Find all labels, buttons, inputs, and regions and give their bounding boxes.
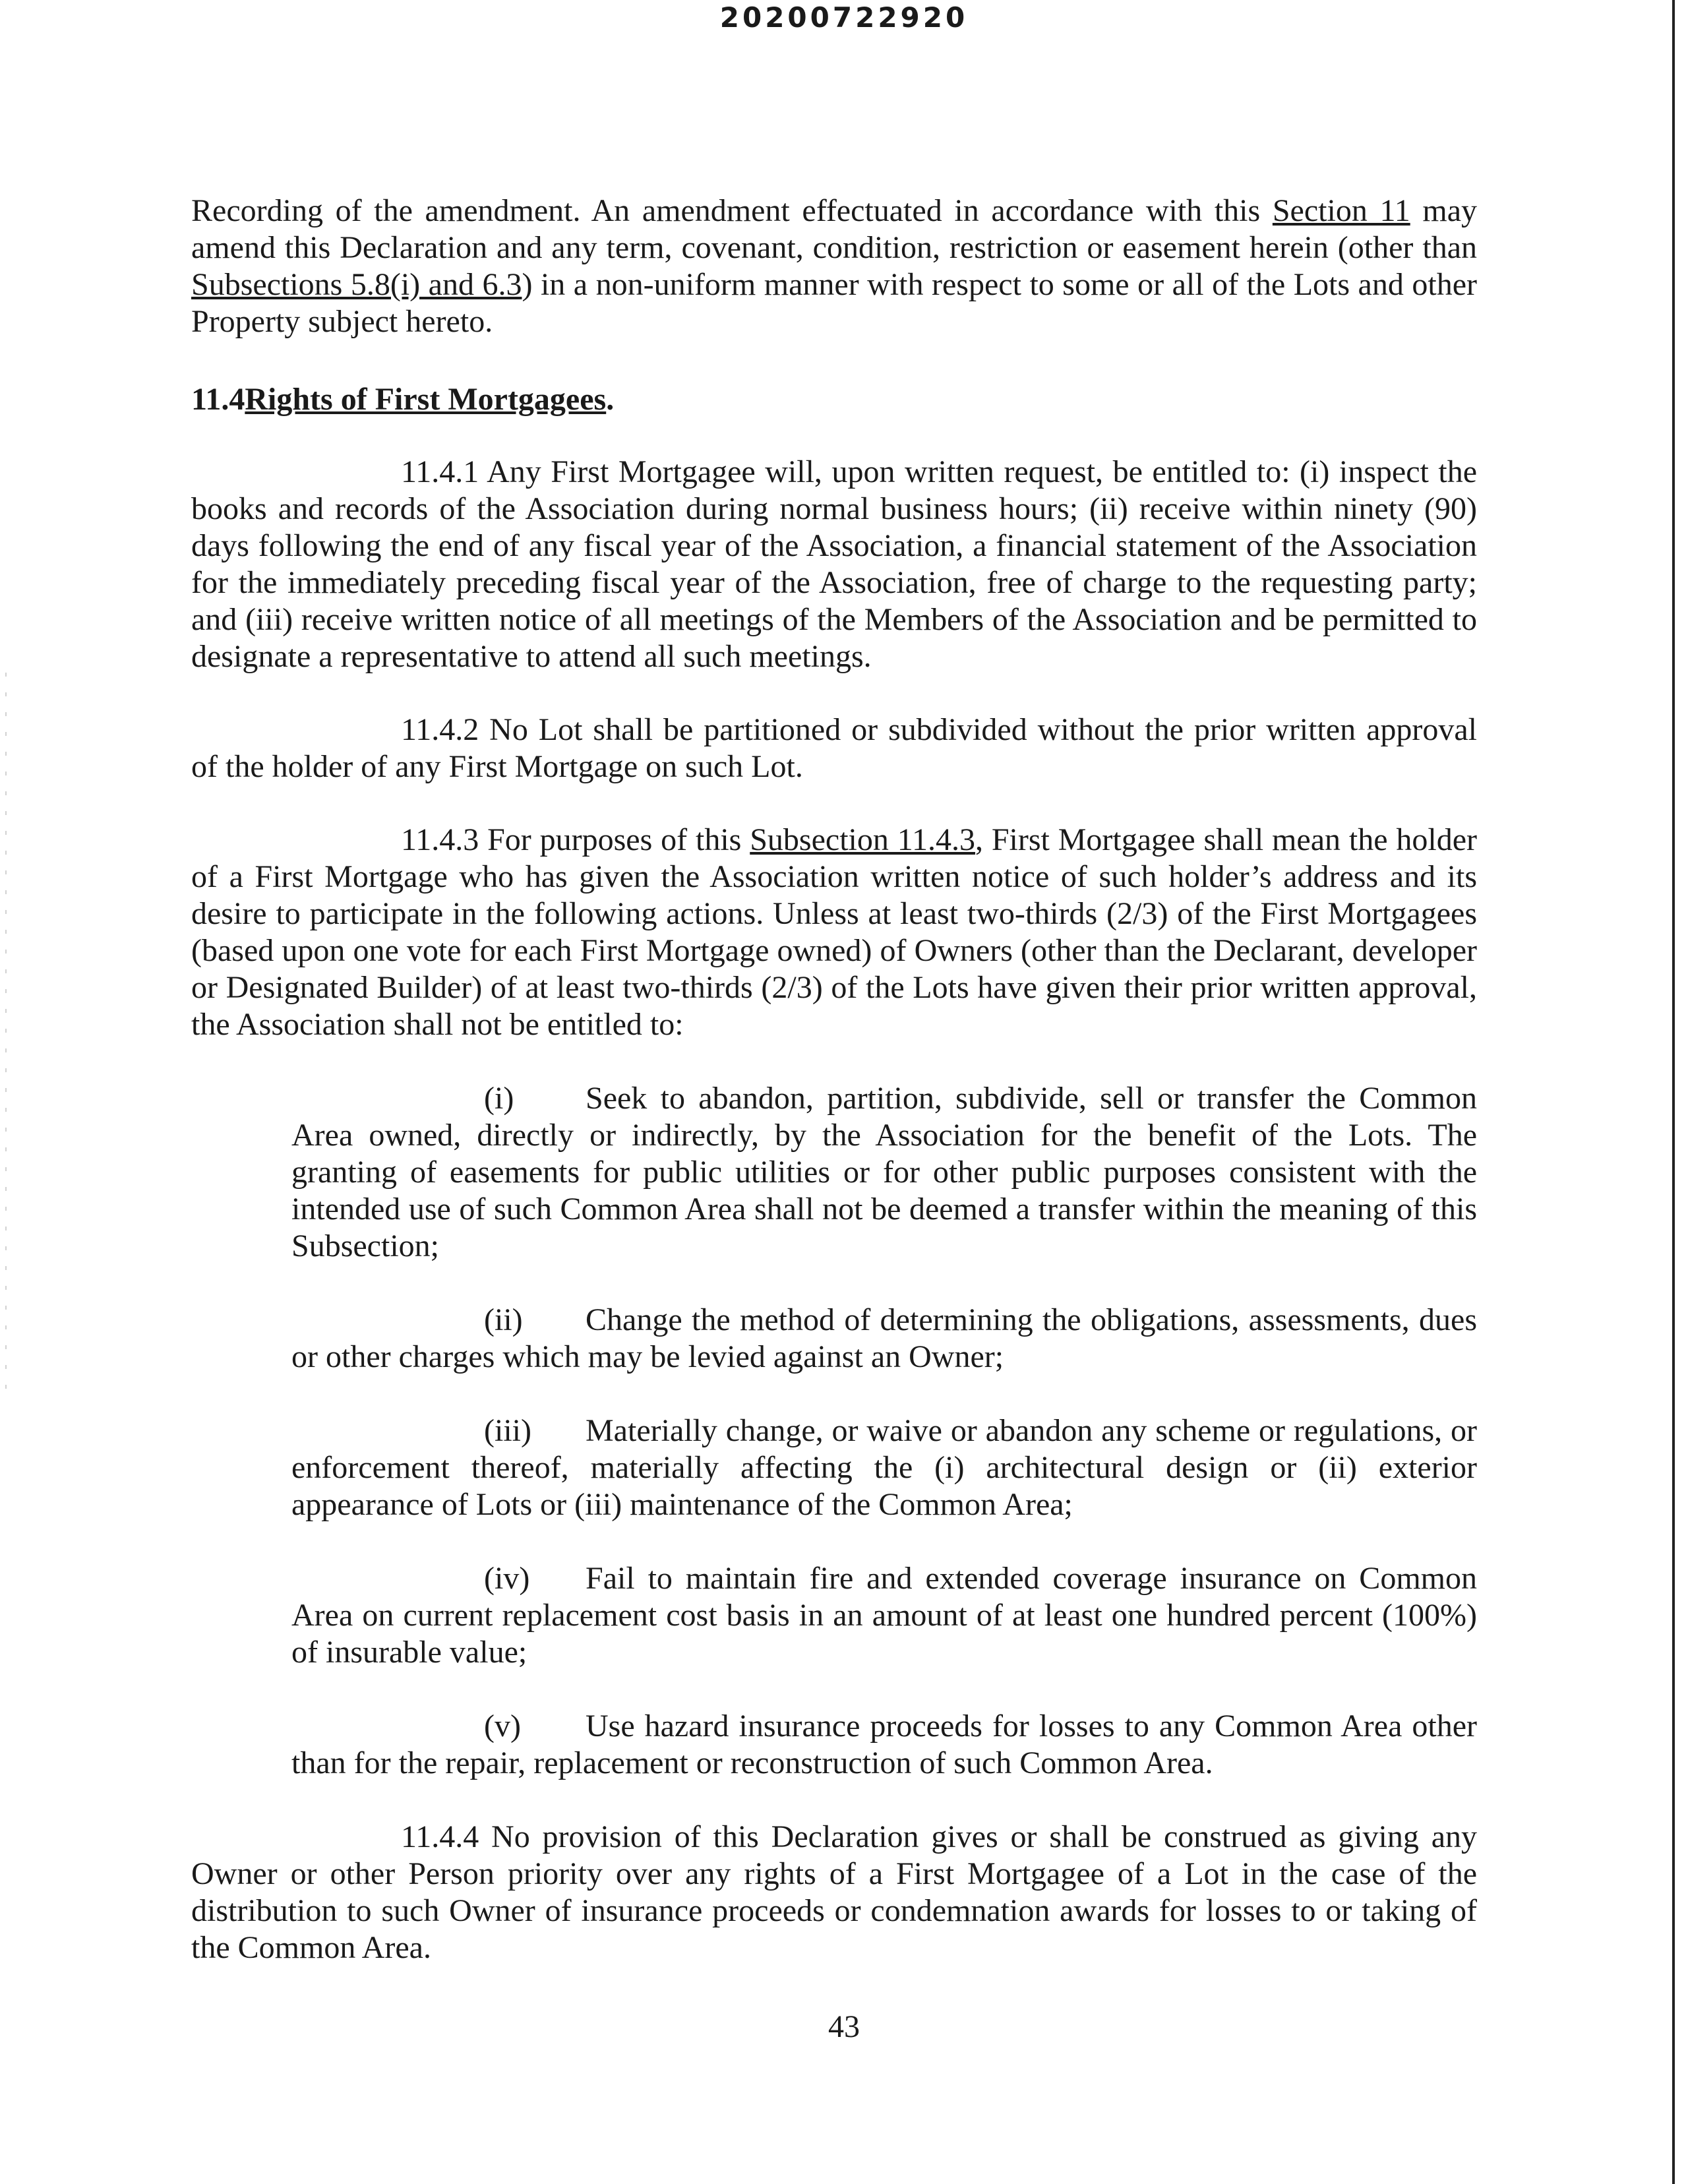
paragraph-11-4-1: 11.4.1 Any First Mortgagee will, upon written request, be entitled to: (i) inspect the books and records of the Association during normal business hours; (ii) receive within ninety (90) days following the end of any fiscal year of the Association, a financial statement of the Association for the immediately preceding fiscal year of the Association, free of charge to the requesting party; and (iii) receive written notice of all meetings of the Members of the Association and be permitted to designate a representative to attend all such meetings. bbox=[191, 454, 1477, 674]
paragraph-11-4-3: 11.4.3 For purposes of this Subsection 11.4.3, First Mortgagee shall mean the holder of a First Mortgage who has given the Association written notice of such holder’s address and its desire to participate in the following actions. Unless at least two-thirds (2/3) of the First Mortgagees (based upon one vote for each First Mortgage owned) of Owners (other than the Declarant, developer or Designated Builder) of at least two-thirds (2/3) of the Lots have given their prior written approval, the Association shall not be entitled to: bbox=[191, 822, 1478, 1042]
paragraph-amendment: Recording of the amendment. An amendment effectuated in accordance with this Section 11 may amend this Declaration and any term, covenant, condition, restriction or easement herein (other than Subsections 5.8(i) and 6.3) in a non-uniform manner with respect to some or all of the Lots and other Property subject hereto. bbox=[191, 193, 1478, 339]
scan-edge-line bbox=[1672, 0, 1675, 2184]
list-item-iv: (iv) Fail to maintain fire and extended coverage insurance on Common Area on current replacement cost basis in an amount of at least one hundred percent (100%) of insurable value; bbox=[291, 1561, 1477, 1670]
list-item-iii: (iii) Materially change, or waive or abandon any scheme or regulations, or enforcement thereof, materially affecting the (i) architectural design or (ii) exterior appearance of Lots or (iii) maintenance of the Common Area; bbox=[291, 1413, 1477, 1522]
section-11-reference: Section 11 bbox=[1272, 193, 1410, 228]
section-heading-11-4: 11.4Rights of First Mortgagees. bbox=[191, 382, 615, 417]
document-number: 20200722920 bbox=[719, 1, 969, 34]
scan-margin-specks bbox=[5, 673, 7, 1398]
paragraph-11-4-4: 11.4.4 No provision of this Declaration gives or shall be construed as giving any Owner or other Person priority over any rights of a First Mortgagee of a Lot in the case of the distribution to such Owner of insurance proceeds or condemnation awards for losses to or taking of the Common Area. bbox=[191, 1819, 1477, 1965]
list-item-v: (v) Use hazard insurance proceeds for losses to any Common Area other than for the repair, replacement or reconstruction of such Common Area. bbox=[291, 1709, 1477, 1780]
list-item-i: (i) Seek to abandon, partition, subdivide, sell or transfer the Common Area owned, directly or indirectly, by the Association for the benefit of the Lots. The granting of easements for public utilities or for other public purposes consistent with the intended use of such Common Area shall not be deemed a transfer within the meaning of this Subsection; bbox=[291, 1081, 1477, 1263]
list-item-ii: (ii) Change the method of determining the obligations, assessments, dues or other charges which may be levied against an Owner; bbox=[291, 1302, 1477, 1374]
heading-title: Rights of First Mortgagees bbox=[245, 382, 607, 417]
item-number: (ii) bbox=[484, 1302, 523, 1337]
item-number: (iii) bbox=[484, 1413, 531, 1448]
page-number: 43 bbox=[828, 2009, 860, 2044]
item-number: (v) bbox=[484, 1709, 521, 1744]
item-number: (iv) bbox=[484, 1561, 530, 1596]
item-number: (i) bbox=[484, 1081, 514, 1116]
paragraph-11-4-2: 11.4.2 No Lot shall be partitioned or subdivided without the prior written approval of the holder of any First Mortgage on such Lot. bbox=[191, 712, 1477, 784]
heading-number: 11.4 bbox=[191, 382, 245, 417]
subsection-11-4-3-reference: Subsection 11.4.3 bbox=[750, 822, 975, 857]
subsections-reference: Subsections 5.8(i) and 6.3 bbox=[191, 267, 522, 302]
